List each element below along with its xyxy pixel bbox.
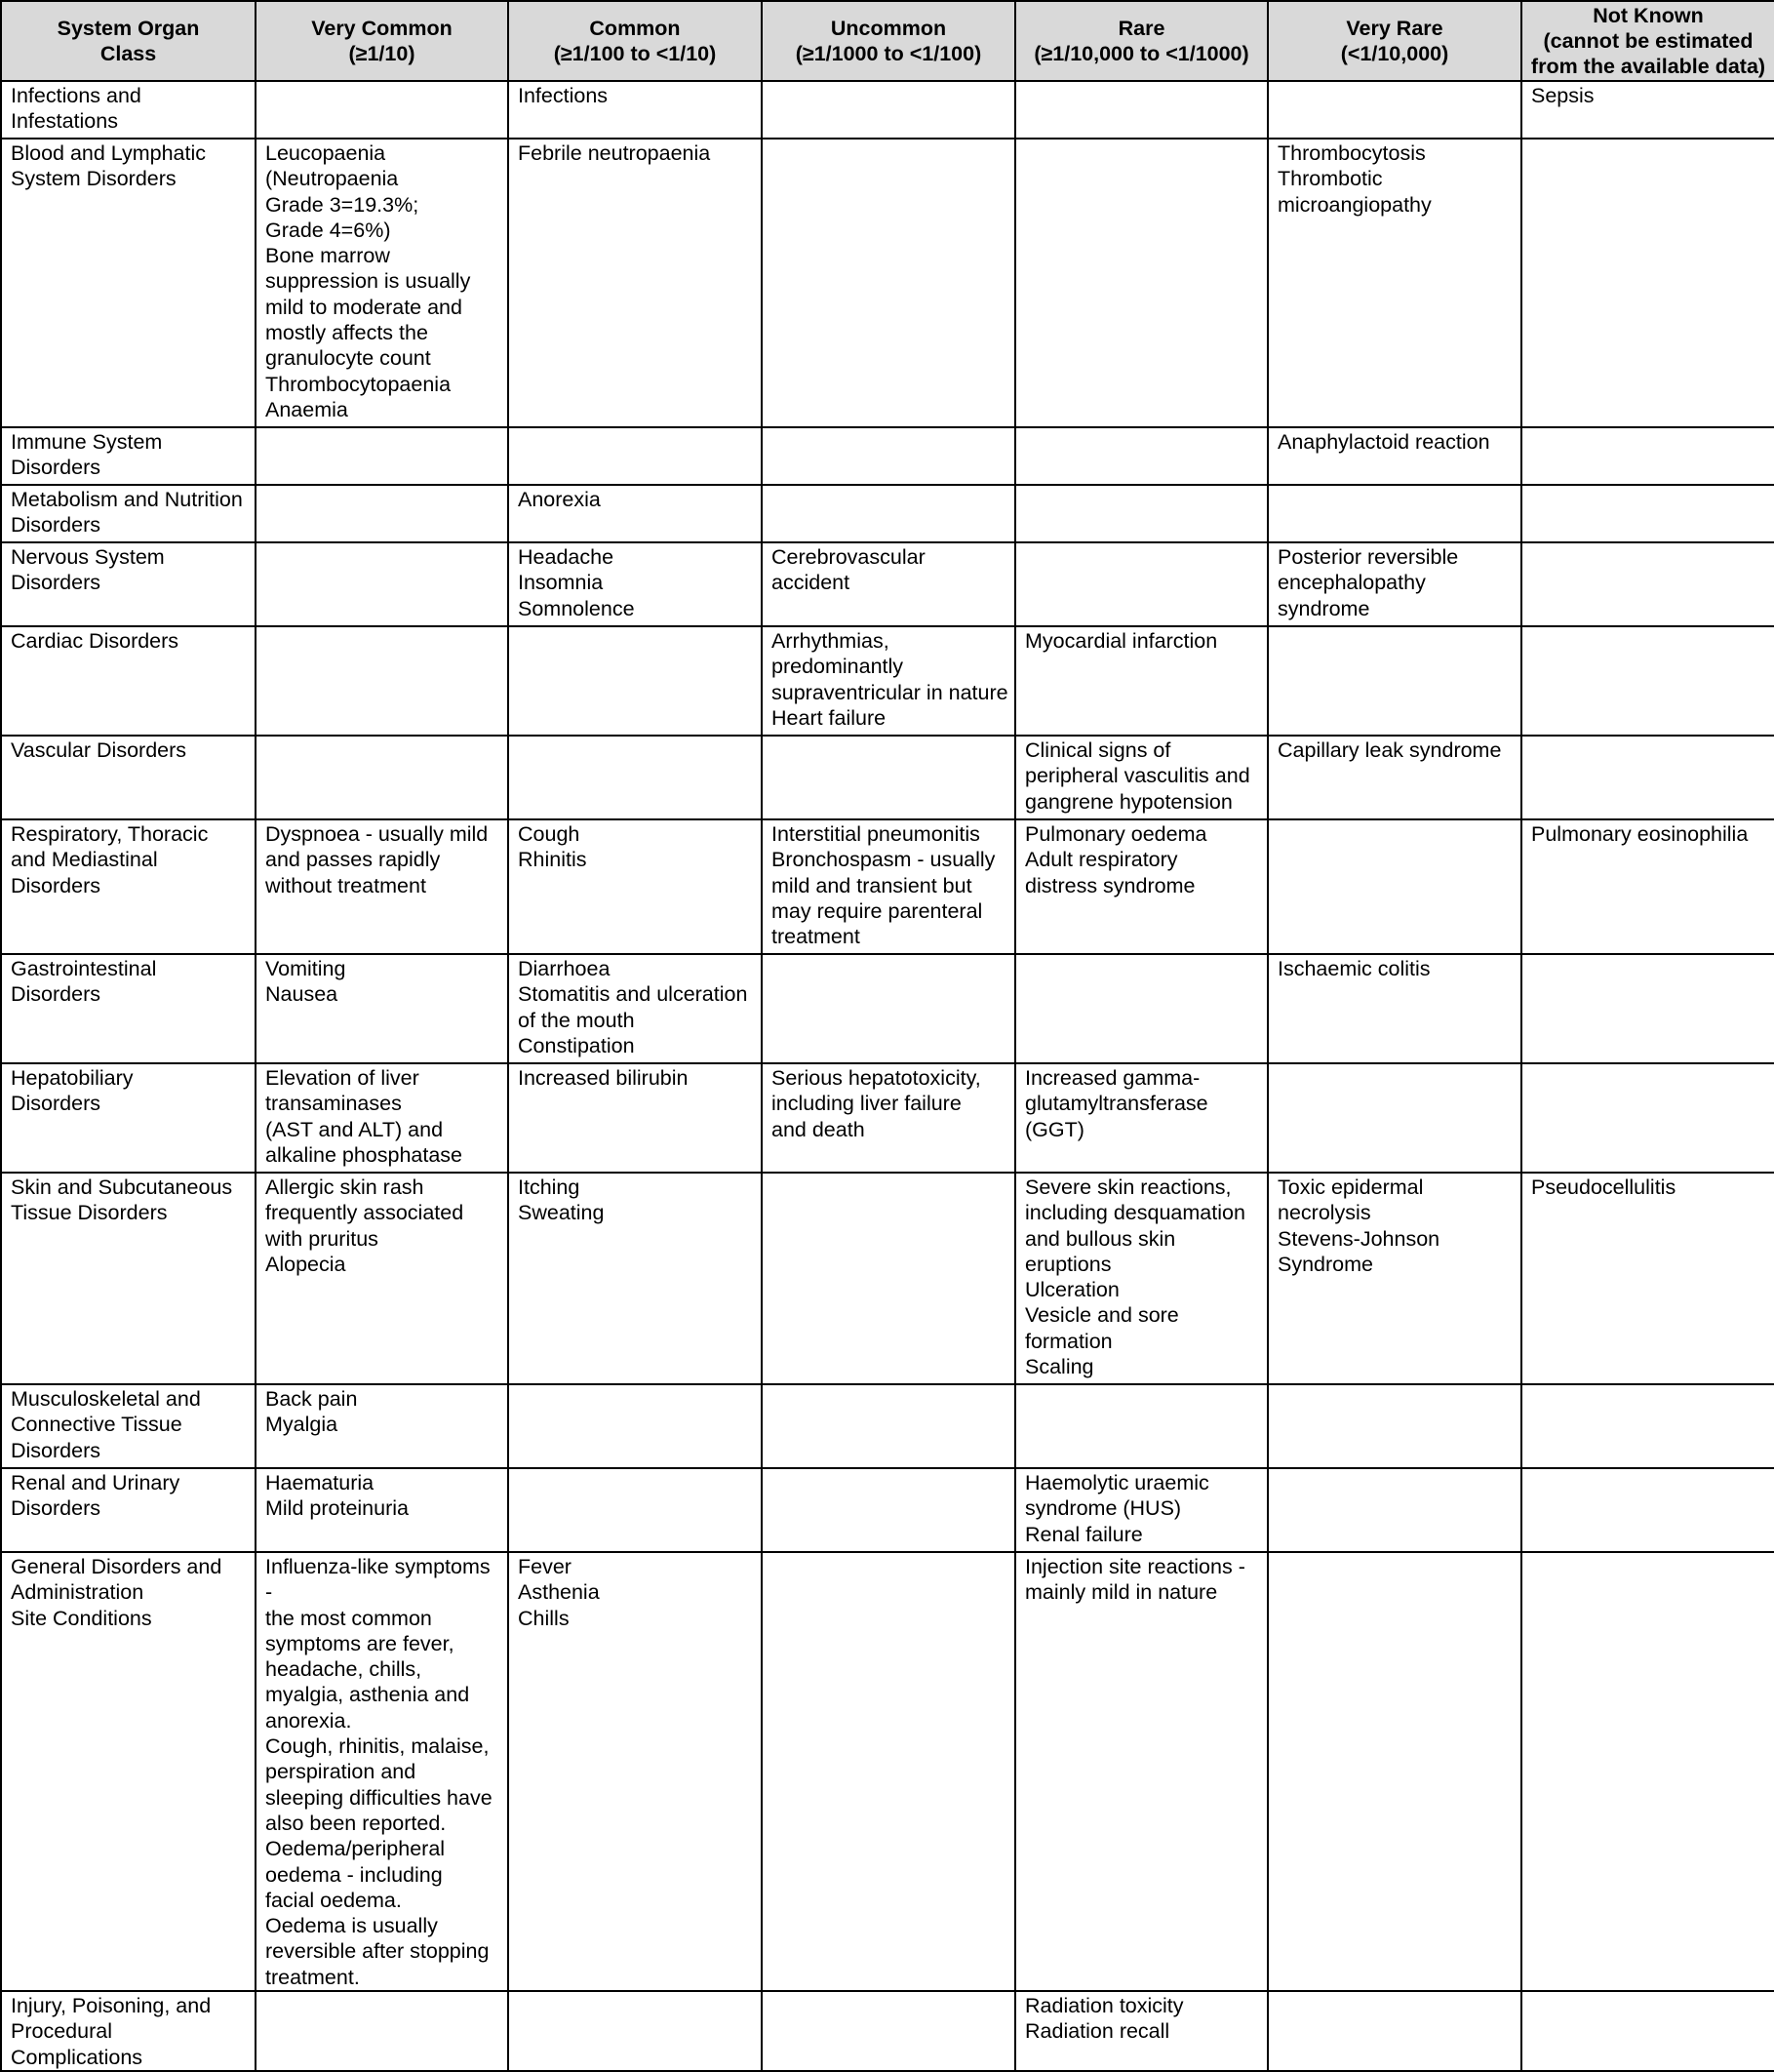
header-common: Common (≥1/100 to <1/10) xyxy=(508,1,762,81)
table-cell: Leucopaenia (Neutropaenia Grade 3=19.3%; Grade 4=6%) Bone marrow suppression is usually mild to moderate and mostly affects the granulocyte count Thrombocytopaenia Anaemia xyxy=(256,139,508,427)
table-body xyxy=(1,81,1774,2071)
table-cell xyxy=(1015,542,1268,626)
table-cell: Anaphylactoid reaction xyxy=(1268,427,1521,485)
table-cell: Anorexia xyxy=(508,485,762,542)
table-cell: Musculoskeletal and Connective Tissue Disorders xyxy=(1,1384,256,1468)
table-cell: Allergic skin rash frequently associated with pruritus Alopecia xyxy=(256,1173,508,1384)
table-cell: Blood and Lymphatic System Disorders xyxy=(1,139,256,427)
table-cell xyxy=(256,485,508,542)
table-cell: Metabolism and Nutrition Disorders xyxy=(1,485,256,542)
header-uncommon: Uncommon (≥1/1000 to <1/100) xyxy=(762,1,1015,81)
table-cell xyxy=(1015,954,1268,1063)
table-cell: Elevation of liver transaminases (AST and ALT) and alkaline phosphatase xyxy=(256,1063,508,1173)
table-cell: Febrile neutropaenia xyxy=(508,139,762,427)
table-row xyxy=(1,736,1774,819)
table-row xyxy=(1,819,1774,954)
header-very-common: Very Common (≥1/10) xyxy=(256,1,508,81)
table-cell xyxy=(256,736,508,819)
table-cell: Fever Asthenia Chills xyxy=(508,1552,762,1991)
table-cell xyxy=(1015,81,1268,139)
table-cell: Posterior reversible encephalopathy syndrome xyxy=(1268,542,1521,626)
table-cell: Increased bilirubin xyxy=(508,1063,762,1173)
table-cell: Skin and Subcutaneous Tissue Disorders xyxy=(1,1173,256,1384)
table-cell xyxy=(1268,1552,1521,1991)
table-row xyxy=(1,1384,1774,1468)
table-cell: Hepatobiliary Disorders xyxy=(1,1063,256,1173)
table-cell xyxy=(1015,485,1268,542)
header-rare: Rare (≥1/10,000 to <1/1000) xyxy=(1015,1,1268,81)
table-cell: Severe skin reactions, including desquamation and bullous skin eruptions Ulceration Vesicle and sore formation Scaling xyxy=(1015,1173,1268,1384)
table-cell xyxy=(762,1468,1015,1552)
table-row xyxy=(1,1468,1774,1552)
table-cell xyxy=(762,1384,1015,1468)
table-cell: Haematuria Mild proteinuria xyxy=(256,1468,508,1552)
table-row xyxy=(1,626,1774,736)
table-cell xyxy=(762,81,1015,139)
table-cell xyxy=(1521,485,1774,542)
header-system-organ-class: System Organ Class xyxy=(1,1,256,81)
table-cell xyxy=(1521,542,1774,626)
table-cell: Dyspnoea - usually mild and passes rapidly without treatment xyxy=(256,819,508,954)
table-cell xyxy=(762,954,1015,1063)
table-cell xyxy=(1268,819,1521,954)
table-cell xyxy=(508,1468,762,1552)
table-cell xyxy=(1015,427,1268,485)
table-cell: Haemolytic uraemic syndrome (HUS) Renal failure xyxy=(1015,1468,1268,1552)
table-cell: Serious hepatotoxicity, including liver failure and death xyxy=(762,1063,1015,1173)
table-row xyxy=(1,1552,1774,1991)
table-row xyxy=(1,139,1774,427)
table-cell xyxy=(1521,1991,1774,2071)
table-cell: Interstitial pneumonitis Bronchospasm - usually mild and transient but may require parenteral treatment xyxy=(762,819,1015,954)
table-cell: Influenza-like symptoms - the most common symptoms are fever, headache, chills, myalgia, asthenia and anorexia. Cough, rhinitis, malaise, perspiration and sleeping difficulties have also been reported. Oedema/peripheral oedema - including facial oedema. Oedema is usually reversible after stopping treatment. xyxy=(256,1552,508,1991)
table-cell xyxy=(1268,485,1521,542)
table-cell: Infections xyxy=(508,81,762,139)
table-cell: Injection site reactions - mainly mild in nature xyxy=(1015,1552,1268,1991)
table-cell: General Disorders and Administration Site Conditions xyxy=(1,1552,256,1991)
table-cell xyxy=(1521,626,1774,736)
table-cell: Ischaemic colitis xyxy=(1268,954,1521,1063)
table-cell: Cough Rhinitis xyxy=(508,819,762,954)
table-cell: Cardiac Disorders xyxy=(1,626,256,736)
table-row xyxy=(1,485,1774,542)
table-cell xyxy=(256,81,508,139)
table-cell: Vascular Disorders xyxy=(1,736,256,819)
table-cell: Gastrointestinal Disorders xyxy=(1,954,256,1063)
table-cell xyxy=(1521,954,1774,1063)
table-row xyxy=(1,1173,1774,1384)
table-row xyxy=(1,81,1774,139)
table-cell xyxy=(508,1991,762,2071)
header-row xyxy=(1,1,1774,81)
table-cell xyxy=(1268,1468,1521,1552)
table-cell: Pulmonary oedema Adult respiratory distress syndrome xyxy=(1015,819,1268,954)
table-cell: Toxic epidermal necrolysis Stevens-Johnson Syndrome xyxy=(1268,1173,1521,1384)
table-cell: Vomiting Nausea xyxy=(256,954,508,1063)
table-cell: Immune System Disorders xyxy=(1,427,256,485)
table-cell xyxy=(1521,139,1774,427)
table-cell xyxy=(762,736,1015,819)
table-cell xyxy=(762,1991,1015,2071)
table-cell: Radiation toxicity Radiation recall xyxy=(1015,1991,1268,2071)
table-cell: Sepsis xyxy=(1521,81,1774,139)
table-cell xyxy=(762,427,1015,485)
table-cell: Clinical signs of peripheral vasculitis and gangrene hypotension xyxy=(1015,736,1268,819)
table-cell: Diarrhoea Stomatitis and ulceration of the mouth Constipation xyxy=(508,954,762,1063)
table-row xyxy=(1,542,1774,626)
table-cell: Myocardial infarction xyxy=(1015,626,1268,736)
table-cell xyxy=(1521,736,1774,819)
table-cell: Respiratory, Thoracic and Mediastinal Disorders xyxy=(1,819,256,954)
table-cell xyxy=(256,626,508,736)
table-cell: Pseudocellulitis xyxy=(1521,1173,1774,1384)
table-cell xyxy=(508,736,762,819)
table-cell xyxy=(1521,427,1774,485)
table-cell xyxy=(1268,81,1521,139)
table-cell xyxy=(508,626,762,736)
table-cell xyxy=(1268,1384,1521,1468)
table-cell xyxy=(1015,1384,1268,1468)
table-row xyxy=(1,427,1774,485)
table-cell xyxy=(762,139,1015,427)
table-row xyxy=(1,1063,1774,1173)
table-cell xyxy=(1521,1468,1774,1552)
table-cell xyxy=(1268,1063,1521,1173)
table-cell: Back pain Myalgia xyxy=(256,1384,508,1468)
table-cell xyxy=(762,1173,1015,1384)
table-cell: Arrhythmias, predominantly supraventricular in nature Heart failure xyxy=(762,626,1015,736)
table-cell: Injury, Poisoning, and Procedural Complications xyxy=(1,1991,256,2071)
table-cell xyxy=(762,1552,1015,1991)
table-cell xyxy=(1268,1991,1521,2071)
table-cell: Infections and Infestations xyxy=(1,81,256,139)
header-not-known: Not Known (cannot be estimated from the available data) xyxy=(1521,1,1774,81)
table-cell: Cerebrovascular accident xyxy=(762,542,1015,626)
table-cell xyxy=(1015,139,1268,427)
table-header xyxy=(1,1,1774,81)
table-cell xyxy=(762,485,1015,542)
table-cell: Renal and Urinary Disorders xyxy=(1,1468,256,1552)
table-row xyxy=(1,954,1774,1063)
table-cell: Headache Insomnia Somnolence xyxy=(508,542,762,626)
header-very-rare: Very Rare (<1/10,000) xyxy=(1268,1,1521,81)
table-cell xyxy=(256,427,508,485)
table-cell xyxy=(1521,1063,1774,1173)
table-cell: Pulmonary eosinophilia xyxy=(1521,819,1774,954)
table-cell xyxy=(1521,1384,1774,1468)
table-cell: Capillary leak syndrome xyxy=(1268,736,1521,819)
table-cell: Thrombocytosis Thrombotic microangiopathy xyxy=(1268,139,1521,427)
table-cell xyxy=(508,1384,762,1468)
table-cell: Nervous System Disorders xyxy=(1,542,256,626)
table-row xyxy=(1,1991,1774,2071)
table-cell: Increased gamma- glutamyltransferase (GGT) xyxy=(1015,1063,1268,1173)
table-cell xyxy=(256,542,508,626)
table-cell xyxy=(256,1991,508,2071)
table-cell xyxy=(1521,1552,1774,1991)
table-cell xyxy=(1268,626,1521,736)
table-cell: Itching Sweating xyxy=(508,1173,762,1384)
table-cell xyxy=(508,427,762,485)
